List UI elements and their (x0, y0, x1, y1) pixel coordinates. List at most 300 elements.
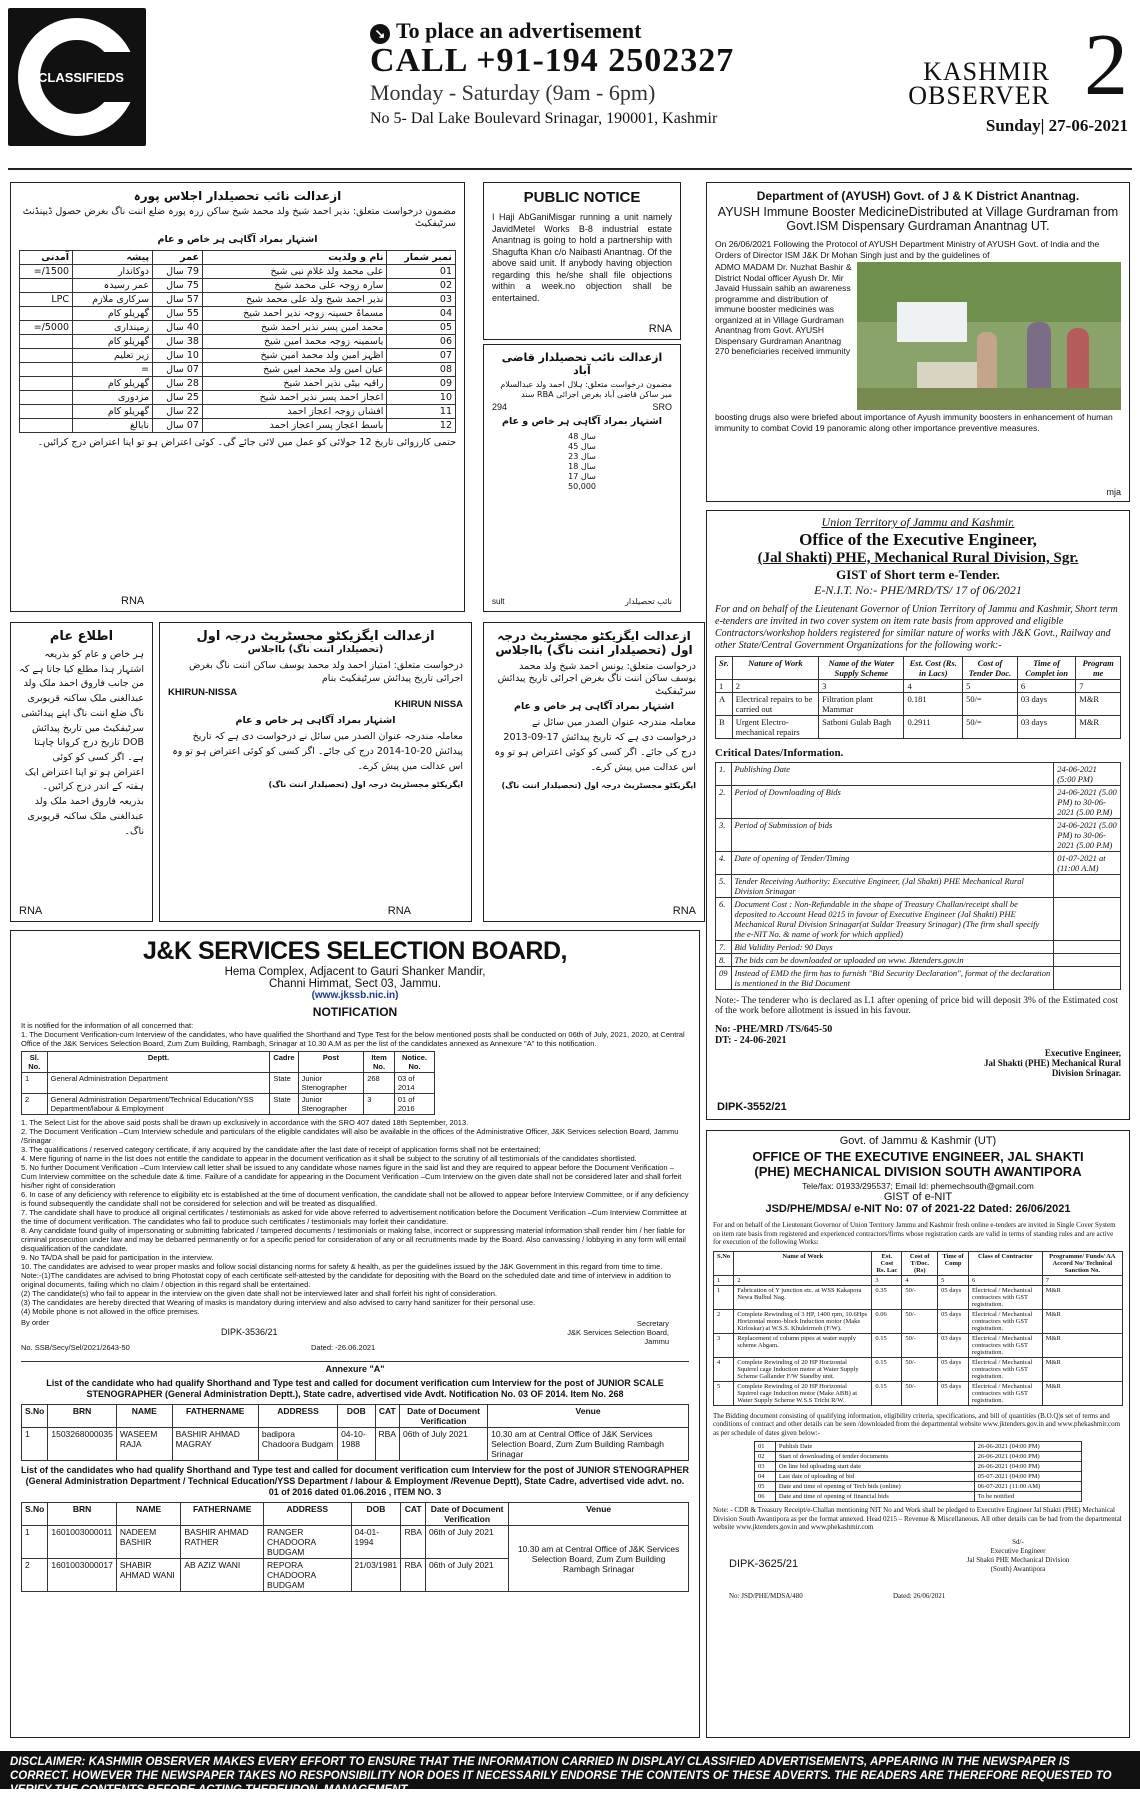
phe1-works-table (715, 656, 1121, 739)
masthead-line-2: OBSERVER (908, 81, 1050, 110)
table-cell: 0.06 (872, 1309, 902, 1333)
ssb-list2-header-cell: DOB (351, 1503, 401, 1526)
table-cell: اظہر امین ولد محمد امین شیخ (202, 349, 386, 363)
table-cell: 10 سال (153, 349, 203, 363)
ssb-ref: No. SSB/Secy/Sel/2021/2643-50 (21, 1343, 130, 1352)
masthead-line-1: KASHMIR (923, 57, 1050, 86)
table-row (716, 967, 1121, 990)
table-cell: NADEEM BASHIR (116, 1526, 181, 1559)
table-cell: 5 (938, 1275, 969, 1285)
urdu1-header-row-cell: نام و ولدیت (202, 251, 386, 265)
urdu1-header-row-cell: عمر (153, 251, 203, 265)
ssb-list1-header-cell: Venue (488, 1405, 689, 1428)
ssb-point: (4) Mobile phone is not allowed in the office premises. (21, 1307, 200, 1316)
advert-phone: CALL +91-194 2502327 (370, 42, 735, 79)
table-cell: 1 (22, 1428, 48, 1461)
ssb-point: 10. The candidates are advised to wear proper masks and follow social distancing norms for safety & health, as per the guidelines issued by the J&K Government in this regard from time to time. (21, 1262, 663, 1271)
urdu-c-notice: اشتہار بمراد آگاہی ہر خاص و عام (513, 701, 675, 713)
ssb-addr-2: Channi Himmat, Sect 03, Jammu. (269, 978, 441, 990)
table-cell: 0.181 (904, 693, 963, 716)
phe2-works-header-cell: Name of Work (734, 1251, 872, 1275)
table-cell: 07 سال (153, 363, 203, 377)
table-cell: Electrical / Mechanical contractors with GST registration. (968, 1285, 1042, 1309)
phe2-works-header-cell: S.No (714, 1251, 734, 1275)
jkssb-notification (10, 930, 700, 1738)
header-rule (8, 168, 1132, 170)
urdu1-header-row-cell: پیشہ (73, 251, 153, 265)
table-row (20, 265, 456, 279)
ssb-points (21, 1118, 689, 1316)
ssb-list2-header-cell: Date of Document Verification (425, 1503, 508, 1526)
ssb-posts-header-cell: Item No. (364, 1052, 395, 1073)
ssb-sec-addr-1: J&K Services Selection Board, (567, 1328, 669, 1337)
table-cell: 24-06-2021 (5.00 PM) to 30-06-2021 (5.00 P.M) (1054, 786, 1121, 819)
table-cell: State (270, 1094, 298, 1115)
table-cell: نابالغ (73, 419, 153, 433)
ssb-list1-header-cell: S.No (22, 1405, 48, 1428)
ssb-point: 5. No further Document Verification –Cum Interview call letter shall be issued to any candidate whose names figure in the said list and they are required to appear before the Document Verification –Cum Interview committee on the schedule date & time. Failure of a candidate for appearing in the Document Verification –Cum Interview on the given date shall not be considered later and shall forfeit his/her right of consideration (21, 1163, 682, 1190)
table-cell: 268 (364, 1073, 395, 1094)
ssb-posts-header-cell: Cadre (270, 1052, 298, 1073)
urdu-notice-dependent (10, 182, 465, 612)
table-cell: 10.30 am at Central Office of J&K Services Selection Board, Zum Zum Building Rambagh Srinagar (509, 1526, 689, 1592)
phe-mechanical-rural-tender (706, 510, 1130, 1120)
table-row (716, 954, 1121, 967)
phe1-critical-table (715, 762, 1121, 990)
table-cell: 2 (714, 1309, 734, 1333)
urdu-b-sign: ایگزیکٹو مجسٹریٹ درجہ اول (تحصیلدار اننت ناگ) (268, 780, 463, 790)
ssb-point-1: 1. The Document Verification-cum Interview of the candidates, who have qualified the Shorthand and Type Test for the below mentioned posts shall be conducted on 06th of July, 2021, 2020, at Central Office of the J&K Services Selection Board, Zum Zum Building, Rambagh, Srinagar at 10.30 A.M as per the list of the candidates annexed as Annexure "A" to this notification. (21, 1030, 685, 1048)
phe2-contact: Tele/fax: 01933/295537; Email Id: phemechsouth@gmail.com (802, 1181, 1034, 1191)
table-row (716, 716, 1121, 739)
phe1-works-header-cell: Name of the Water Supply Scheme (819, 657, 904, 680)
table-cell: Urgent Electro-mechanical repairs (732, 716, 818, 739)
ssb-posts-header-cell: Deptt. (47, 1052, 270, 1073)
table-cell: Junior Stenographer (298, 1094, 364, 1115)
urdu-notice-court-2 (483, 622, 705, 922)
table-cell: Date and time of opening of financial bids (775, 1492, 974, 1502)
table-cell: 02 (387, 279, 456, 293)
table-cell: M&R (1042, 1285, 1122, 1309)
table-cell: 24-06-2021 (5.00 PM) to 30-06-2021 (5.00 P.M) (1054, 819, 1121, 852)
issue-date: Sunday| 27-06-2021 (985, 116, 1128, 135)
table-row (22, 1526, 689, 1559)
ssb-list1-header-cell: Date of Document Verification (400, 1405, 488, 1428)
table-cell: Document Cost : Non-Refundable in the shape of Treasury Challan/receipt shall be deposited to Account Head 0215 in favour of Executive Engineer (Jal Shakti) PHE Mechanical Rural Division Srinagar(at Suldar Treasury Srinagar) (The firm shall specify the e-NIT No. & name of work for which applied) (731, 898, 1054, 941)
ssb-secretary: Secretary (636, 1319, 669, 1328)
urdu1-notice: اشتہار بمراد آگاہی ہر خاص و عام (157, 233, 318, 245)
table-cell: مسماۃ حسینہ زوجہ نذیر احمد شیخ (202, 307, 386, 321)
ayush-event-photo (857, 262, 1121, 410)
ssb-point: (2) The candidate(s) who fail to appear in the interview on the given date shall not be interviewed later and shall forfeit his right of consideration. (21, 1289, 497, 1298)
table-cell: AB AZIZ WANI (181, 1559, 264, 1592)
ssb-list1-header-cell: BRN (48, 1405, 116, 1428)
phe1-works-header-cell: Nature of Work (732, 657, 818, 680)
ssb-posts-table (21, 1051, 435, 1115)
table-cell: Period of Submission of bids (731, 819, 1054, 852)
table-row (755, 1472, 1082, 1482)
table-cell: 05 days (938, 1357, 969, 1381)
ayush-tag: mja (1106, 487, 1121, 497)
table-cell: RBA (375, 1428, 399, 1461)
table-cell: 7. (716, 941, 732, 954)
phe1-intro: For and on behalf of the Lieutenant Governor of Union Territory of Jammu and Kashmir, Short term e-tenders are invited in two cover system on item rate basis from approved and eligible Contractors/workshop holders registered for similar nature of works with J&K Govt., Railway and other State/Central Government Organizations for the following work:- (715, 604, 1118, 651)
table-cell: 01-07-2021 at (11:00 A.M) (1054, 852, 1121, 875)
table-cell: 2 (734, 1275, 872, 1285)
phe1-sign-1: Executive Engineer, (1044, 1048, 1121, 1058)
table-cell: Period of Downloading of Bids (731, 786, 1054, 819)
urdu-b-notice: اشتہار بمراد آگاہی ہر خاص و عام (235, 714, 396, 726)
ayush-body-2: ADMO MADAM Dr. Nuzhat Bashir & District Nodal officer Ayush Dr. Mir Javaid Hussain sahib an awareness programme and distribution of immune booster medicines was organized at in Village Gurdraman Anantnag from Govt. AYUSH Dispensary Gurdraman Anantnag 270 beneficiaries received immunity (715, 262, 852, 356)
phe-south-awantipora-tender (706, 1130, 1130, 1738)
table-row (20, 405, 456, 419)
ssb-list2-header-cell: S.No (22, 1503, 48, 1526)
phe1-critical-title: Critical Dates/Information. (715, 747, 844, 759)
table-cell: 07 سال (153, 419, 203, 433)
table-cell: Electrical / Mechanical contractors with GST registration. (968, 1333, 1042, 1357)
ssb-list1-header (22, 1405, 689, 1428)
table-cell: 03 of 2014 (394, 1073, 434, 1094)
table-cell: اعجاز احمد پسر نذیر احمد شیخ (202, 391, 386, 405)
table-cell: 1 (714, 1275, 734, 1285)
table-cell: Tender Receiving Authority: Executive Engineer, (Jal Shakti) PHE Mechanical Rural Division Srinagar (731, 875, 1054, 898)
table-row (20, 293, 456, 307)
ssb-list1-header-cell: CAT (375, 1405, 399, 1428)
table-row (20, 377, 456, 391)
table-cell: 03 (755, 1462, 776, 1472)
table-cell (1054, 875, 1121, 898)
table-cell: زیر تعلیم (73, 349, 153, 363)
phe2-works-table (713, 1251, 1123, 1406)
urdu-mid-sro: SRO (652, 402, 672, 412)
ssb-list2-header-cell: NAME (116, 1503, 181, 1526)
table-cell: 4 (904, 680, 963, 693)
urdu1-tag: RNA (121, 595, 145, 607)
table-cell: 38 سال (153, 335, 203, 349)
ssb-sec-addr-2: Jammu (644, 1337, 669, 1346)
phe2-works-header (714, 1251, 1123, 1275)
ssb-posts-header-cell: Notice. No. (394, 1052, 434, 1073)
table-cell: 55 سال (153, 307, 203, 321)
table-cell: M&R (1042, 1309, 1122, 1333)
phe1-works-header-cell: Time of Complet ion (1017, 657, 1075, 680)
table-cell: 1500/= (20, 265, 73, 279)
urdu1-intro: مضمون درخواست متعلق: نذیر احمد شیخ ولد محمد شیخ ساکن زرہ پورہ ضلع اننت ناگ بغرض حصول ڈیپنڈنٹ سرٹیفکیٹ (22, 206, 456, 230)
table-cell (1054, 898, 1121, 941)
table-cell: badipora Chadoora Budgam (258, 1428, 337, 1461)
advert-hours: Monday - Saturday (9am - 6pm) (370, 80, 656, 105)
table-cell: Date and time of opening of Tech bids (online) (775, 1482, 974, 1492)
table-cell: Junior Stenographer (298, 1073, 364, 1094)
table-cell: 7 (1076, 680, 1121, 693)
table-cell: 50/= (963, 693, 1018, 716)
table-row (716, 763, 1121, 786)
phe2-note: Note: - CDR & Treasury Receipt/e-Challan mentioning NIT No and Work shall be pledged to Executive Engineer Jal Shakti (PHE) Mechanical Division South Awantipora as per the format annexed. Head 0215 – Revenue & Miscellaneous. All other details can be had from the departmental website www.jktenders.gov.in and www.phekashmir.com (713, 1506, 1122, 1531)
table-cell: 22 سال (153, 405, 203, 419)
table-cell: M&R (1042, 1357, 1122, 1381)
phe2-body-2: The Bidding document consisting of qualifying information, eligibility criteria, specifications, and bill of quantities (B.O.Q)s set of terms and conditions of contract and other details can be seen /downloaded from the departmental website www.jktenders.gov.in and www.phekashmir.com as per schedule of dates given below:- (713, 1411, 1121, 1437)
logo-text: CLASSIFIEDS (38, 70, 124, 85)
ayush-title-2: AYUSH Immune Booster MedicineDistributed at Village Gurdraman from Govt.ISM Dispensary Gurdraman Anantnag UT. (717, 205, 1119, 233)
ssb-by-order: By order (21, 1318, 50, 1327)
table-cell: A (716, 693, 733, 716)
table-cell: 57 سال (153, 293, 203, 307)
table-cell: Last date of uploading of bid (775, 1472, 974, 1482)
phe2-ref: No: JSD/PHE/MDSA/480 (729, 1591, 803, 1600)
table-cell: 06-07-2021 (11:00 AM) (974, 1482, 1081, 1492)
table-cell: 50/- (902, 1333, 938, 1357)
table-row (716, 941, 1121, 954)
ssb-intro: It is notified for the information of all concerned that: (21, 1021, 194, 1030)
urdu-notice-court-1 (159, 622, 472, 922)
table-cell: 5000/= (20, 321, 73, 335)
table-cell: 5 (714, 1381, 734, 1405)
table-cell: یاسمینہ زوجہ محمد امین شیخ (202, 335, 386, 349)
table-cell: 05 days (938, 1381, 969, 1405)
table-cell: 40 سال (153, 321, 203, 335)
table-cell: 12 (387, 419, 456, 433)
table-cell: Fabrication of Y junction etc. at WSS Kakapora Newa Bulbul Nag. (734, 1285, 872, 1309)
table-cell: BASHIR AHMAD MAGRAY (172, 1428, 258, 1461)
table-cell: RBA (401, 1526, 425, 1559)
table-cell: Complete Rewinding of 20 HP Horizontal Squirrel cage Induction motor (Make ABB) at Water Supply Scheme W.S.S Trichi R/W. (734, 1381, 872, 1405)
table-cell: Satboni Gulab Bagh (819, 716, 904, 739)
phe2-office-1: OFFICE OF THE EXECUTIVE ENGINEER, JAL SHAKTI (752, 1149, 1084, 1164)
table-row (714, 1275, 1123, 1285)
table-cell: 50/- (902, 1357, 938, 1381)
phe2-works-header-cell: Cost of T/Doc. (Rs) (902, 1251, 938, 1275)
urdu-c-title: ازعدالت ایگزیکٹو مجسٹریٹ درجہ اول (تحصیلدار اننت ناگ) بااجلاس (495, 629, 693, 657)
table-cell: سارہ زوجہ علی محمد شیخ (202, 279, 386, 293)
table-cell: 8. (716, 954, 732, 967)
urdu-notice-public (10, 622, 153, 922)
table-cell: زمینداری (73, 321, 153, 335)
list-item: 48 سال (568, 432, 596, 442)
table-cell: 09 (387, 377, 456, 391)
table-row (716, 786, 1121, 819)
table-cell (20, 335, 73, 349)
table-cell: 1601003000017 (48, 1559, 116, 1592)
urdu-mid-intro: مضمون درخواست متعلق: ہلال احمد ولد عبدالسلام میر ساکن قاضی آباد بغرض اجرائی RBA سند (500, 380, 672, 399)
table-cell: سرکاری ملازم (73, 293, 153, 307)
table-cell: 05-07-2021 (04:00 PM) (974, 1472, 1081, 1482)
table-row (716, 898, 1121, 941)
table-cell: 01 (387, 265, 456, 279)
table-cell: 2 (22, 1094, 48, 1115)
urdu1-header-row-cell: نمبر شمار (387, 251, 456, 265)
table-cell: 75 سال (153, 279, 203, 293)
phe2-sign-2: Jal Shakti PHE Mechanical Division (966, 1555, 1070, 1564)
urdu-mid-notice: اشتہار بمراد آگاہی ہر خاص و عام (501, 416, 663, 427)
table-cell: 7 (1042, 1275, 1122, 1285)
table-row (22, 1073, 435, 1094)
phe1-works-header-cell: Sr. (716, 657, 733, 680)
table-row (714, 1381, 1123, 1405)
table-cell: دوکاندار (73, 265, 153, 279)
table-cell: 0.15 (872, 1333, 902, 1357)
table-cell: 04-10-1988 (338, 1428, 375, 1461)
urdu-b-name-2: KHIRUN NISSA (394, 699, 463, 711)
table-cell: باسط اعجاز پسر اعجاز احمد (202, 419, 386, 433)
ssb-list2-title: List of the candidates who had qualify Shorthand and Type test and called for document verification cum Interview for the post of JUNIOR STENOGRAPHER (General Administration Department / Technical Education/YSS Department / labour & Employment /Revenue Deptt), State Cadre, advertised vide advt. no. 01 of 2016 dated 01.06.2016 , ITEM NO. 3 (21, 1465, 689, 1497)
table-cell: 01 of 2016 (394, 1094, 434, 1115)
table-cell: 25 سال (153, 391, 203, 405)
phe2-office-2: (PHE) MECHANICAL DIVISION SOUTH AWANTIPORA (754, 1164, 1082, 1179)
table-row (716, 693, 1121, 716)
ayush-body-3: boosting drugs also were briefed about importance of Ayush immunity boosters in enhancement of human immunity to combat Covid 19 panoramic along other importance preventive measures. (715, 412, 1113, 433)
list-item: 18 سال (568, 462, 596, 472)
phe1-works-header-cell: Cost of Tender Doc. (963, 657, 1018, 680)
ssb-list1-header-cell: NAME (116, 1405, 172, 1428)
table-row (20, 307, 456, 321)
table-cell: 0.15 (872, 1357, 902, 1381)
ssb-notification-heading: NOTIFICATION (312, 1005, 398, 1019)
table-cell: 10.30 am at Central Office of J&K Services Selection Board, Zum Zum Building Rambagh Srinagar (488, 1428, 689, 1461)
table-cell: General Administration Department/Technical Education/YSS Department/labour & Employment (47, 1094, 270, 1115)
arrow-icon: ↘ (370, 24, 390, 44)
table-cell: 5. (716, 875, 732, 898)
table-row (20, 279, 456, 293)
table-row (20, 391, 456, 405)
table-cell (20, 377, 73, 391)
phe2-works-header-cell: Programme/ Funds/ AA Accord No/ Technical Sanction No. (1042, 1251, 1122, 1275)
table-cell: 04 (387, 307, 456, 321)
phe1-ut: Union Territory of Jammu and Kashmir. (821, 515, 1015, 529)
table-cell: عیان امین ولد محمد امین شیخ (202, 363, 386, 377)
advert-contact (370, 18, 734, 128)
table-cell: Bid Validity Period: 90 Days (731, 941, 1054, 954)
table-cell: 08 (387, 363, 456, 377)
table-cell: Electrical / Mechanical contractors with GST registration. (968, 1357, 1042, 1381)
list-item: 50,000 (568, 482, 596, 492)
table-cell: M&R (1076, 716, 1121, 739)
table-cell: 03 days (1017, 716, 1075, 739)
phe1-no: No: -PHE/MRD /TS/645-50 (715, 1024, 833, 1035)
ssb-dipk: DIPK-3536/21 (221, 1327, 278, 1337)
public-notice-body: I Haji AbGaniMisgar running a unit namely JavidMetel Works B-8 industrial estate Anantnag is going to hold a partnership with Shagufta Khan c/o Naibasti Anantnag. Of the above said unit. If anybody having objection regarding this he/she shall file objections within a week.no objection shall be entertained. (492, 212, 672, 303)
table-cell: State (270, 1073, 298, 1094)
table-row (714, 1309, 1123, 1333)
table-cell: B (716, 716, 733, 739)
table-cell: General Administration Department (47, 1073, 270, 1094)
table-cell (1054, 941, 1121, 954)
table-cell: گھریلو کام (73, 307, 153, 321)
table-cell: 26-06-2021 (04:00 PM) (974, 1442, 1081, 1452)
table-cell: 4 (714, 1357, 734, 1381)
phe1-dipk: DIPK-3552/21 (717, 1101, 787, 1113)
ssb-annexure: Annexure "A" (21, 1361, 689, 1374)
phe2-works-header-cell: Time of Comp (938, 1251, 969, 1275)
ssb-point: 4. Mere figuring of name in the list does not entitle the candidate to appear in the document verification as it shall be subject to the scrutiny of all testimonials of the candidates shortlisted. (21, 1154, 637, 1163)
phe1-dt: DT: - 24-06-2021 (715, 1035, 787, 1046)
table-cell: 1601003000011 (48, 1526, 116, 1559)
table-cell: 2 (22, 1559, 48, 1592)
table-cell: = (73, 363, 153, 377)
table-cell: افشاں زوجہ اعجاز احمد (202, 405, 386, 419)
ssb-list2-header-cell: FATHERNAME (181, 1503, 264, 1526)
ssb-dated: Dated: -26.06.2021 (311, 1343, 376, 1352)
table-cell: 26-06-2021 (04:00 PM) (974, 1462, 1081, 1472)
disclaimer-bar: DISCLAIMER: KASHMIR OBSERVER MAKES EVERY EFFORT TO ENSURE THAT THE INFORMATION CARRIED IN DISPLAY/ CLASSIFIED ADVERTISEMENTS, APPEARING IN THE NEWSPAPER IS CORRECT. HOWEVER THE NEWSPAPER TAKES NO RESPONSIBILITY NOR DOES IT NECESSARILY ENDORSE THE CONTENTS OF THESE ADVERTS. THE READERS ARE THEREFORE REQUESTED TO VERIFY THE CONTENTS BEFORE ACTING THEREUPON. MANAGEMENT (0, 1751, 1140, 1789)
table-cell (20, 307, 73, 321)
table-cell: 50/- (902, 1285, 938, 1309)
table-cell: 0.35 (872, 1285, 902, 1309)
public-notice-title: PUBLIC NOTICE (523, 189, 641, 206)
table-row (755, 1452, 1082, 1462)
table-row (20, 335, 456, 349)
table-cell: 04-01-1994 (351, 1526, 401, 1559)
table-cell: Replacement of column pipes at water supply scheme Abgam. (734, 1333, 872, 1357)
classifieds-logo (8, 8, 146, 146)
ssb-list1-title: List of the candidate who had qualify Shorthand and Type test and called for document verification cum Interview for the post of JUNIOR SCALE STENOGRAPHER (General Administration Deptt.), State cadre, advertised vide Avdt. Notification No. 03 OF 2014. Item No. 268 (46, 1378, 664, 1399)
ssb-list2-table (21, 1502, 689, 1592)
ayush-title-1: Department of (AYUSH) Govt. of J & K District Anantnag. (756, 189, 1080, 203)
urdu-notice-rba (483, 344, 681, 612)
table-cell (1054, 967, 1121, 990)
phe2-nit: JSD/PHE/MDSA/ e-NIT No: 07 of 2021-22 Dated: 26/06/2021 (765, 1203, 1071, 1215)
ssb-list1-header-cell: FATHERNAME (172, 1405, 258, 1428)
phe2-sign-1: Executive Engineer (990, 1546, 1046, 1555)
table-cell: علی محمد ولد غلام نبی شیخ (202, 265, 386, 279)
table-row (755, 1462, 1082, 1472)
urdu-mid-title: ازعدالت نائب تحصیلدار قاضی آباد (501, 351, 663, 377)
urdu-c-body: معاملہ مندرجہ عنوان الصدر میں سائل نے درخواست دی ہے کہ تاریخ پیدائش 17-09-2013 درج کی جائے۔ اگر کسی کو کوئی اعتراض ہو تو وہ اس عدالت میں پیش کرے۔ (494, 717, 696, 773)
table-cell: Electrical / Mechanical contractors with GST registration. (968, 1381, 1042, 1405)
table-cell: 06 (387, 335, 456, 349)
ssb-point: 8. Any candidate found guilty of impersonating or submitting fabricated / tampered documents / testimonials or making false, incorrect or suppressing material information shall render him / her liable for criminal prosecution under law and may be debarred permanently or for a specific period for consideration of any or all recruitments made by the Board. Also canvassing / lobbying in any form will entail disqualification of the candidate. (21, 1226, 686, 1253)
advert-heading: To place an advertisement (396, 18, 642, 43)
table-cell: 2. (716, 786, 732, 819)
table-cell: 0.15 (872, 1381, 902, 1405)
table-cell: 06 (755, 1492, 776, 1502)
table-cell (20, 405, 73, 419)
ssb-point: 9. No TA/DA shall be paid for participation in the interview. (21, 1253, 214, 1262)
ssb-list2-header-cell: Venue (509, 1503, 689, 1526)
table-cell: RBA (401, 1559, 425, 1592)
table-cell: 03 (387, 293, 456, 307)
table-cell: 2 (732, 680, 818, 693)
urdu-mid-number: 294 (492, 402, 508, 412)
phe1-note: Note:- The tenderer who is declared as L1 after opening of price bid will deposit 3% of the Estimated cost of the work before allotment is issued in his favour. (715, 996, 1119, 1016)
table-cell: 1 (22, 1526, 48, 1559)
table-cell: REPORA CHADOORA BUDGAM (264, 1559, 351, 1592)
phe1-works-header (716, 657, 1121, 680)
table-cell: 50/- (902, 1381, 938, 1405)
table-cell: 02 (755, 1452, 776, 1462)
table-cell: The bids can be downloaded or uploaded on www. Jktenders.gov.in (731, 954, 1054, 967)
page-number: 2 (1084, 17, 1128, 114)
urdu1-title: ازعدالت نائب تحصیلدار اجلاس پورہ (133, 189, 342, 203)
table-cell: Publish Date (775, 1442, 974, 1452)
table-cell: WASEEM RAJA (116, 1428, 172, 1461)
table-cell: عمر رسیدہ (73, 279, 153, 293)
table-cell: 03 days (1017, 693, 1075, 716)
table-cell: راقیہ بیٹی نذیر احمد شیخ (202, 377, 386, 391)
table-row (755, 1482, 1082, 1492)
urdu-mid-list (492, 432, 672, 492)
table-cell: 28 سال (153, 377, 203, 391)
urdu-a-tag: RNA (19, 905, 43, 917)
phe2-sign-0: Sd/- (1012, 1537, 1024, 1546)
table-cell: 50/- (902, 1309, 938, 1333)
table-row (755, 1442, 1082, 1452)
ssb-list2-header-cell: ADDRESS (264, 1503, 351, 1526)
table-cell: 3 (714, 1333, 734, 1357)
ssb-list2-header (22, 1503, 689, 1526)
table-row (716, 819, 1121, 852)
table-cell: BASHIR AHMAD RATHER (181, 1526, 264, 1559)
ayush-notice (706, 182, 1130, 502)
